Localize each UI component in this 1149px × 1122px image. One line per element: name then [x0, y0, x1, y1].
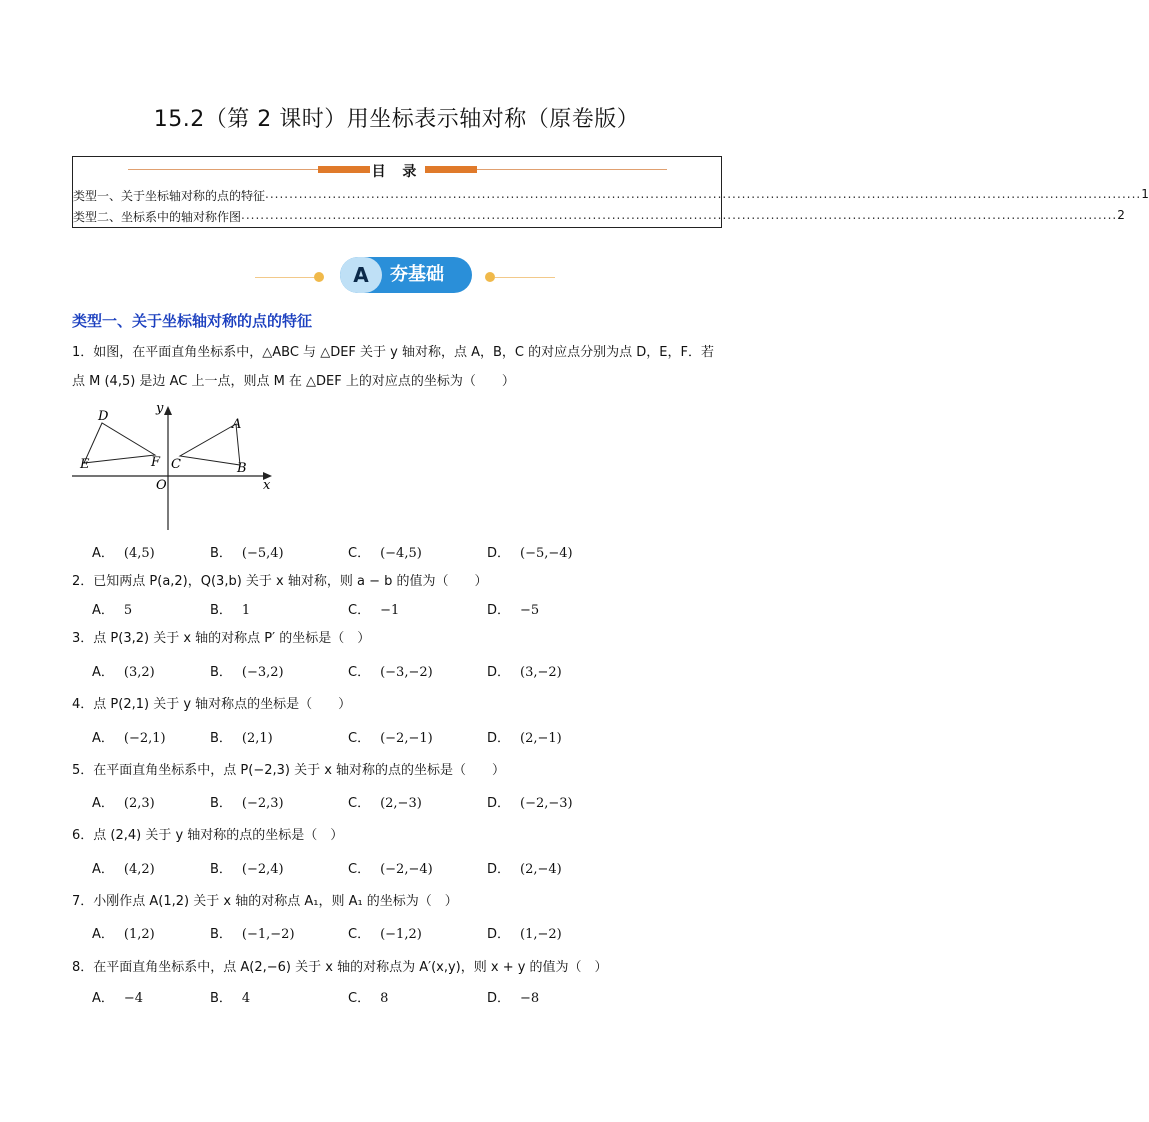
page-title: 15.2（第 2 课时）用坐标表示轴对称（原卷版）: [153, 107, 640, 132]
badge-line-left: [255, 277, 315, 278]
option-c[interactable]: C． (−2,−4): [348, 862, 433, 877]
question-6-stem: 6．点 (2,4) 关于 y 轴对称的点的坐标是（ ）: [72, 828, 344, 843]
label-o: O: [156, 478, 167, 493]
question-7-options: [92, 923, 732, 941]
question-8-stem: 8．在平面直角坐标系中，点 A(2,−6) 关于 x 轴的对称点为 A′(x,y)，则 x + y 的值为（ ）: [72, 960, 608, 975]
coordinate-figure: [70, 398, 280, 533]
option-d[interactable]: D． (1,−2): [487, 927, 562, 942]
question-2-stem: 2．已知两点 P(a,2)，Q(3,b) 关于 x 轴对称，则 a − b 的值为（ ）: [72, 574, 488, 589]
option-c[interactable]: C． −1: [348, 603, 400, 618]
question-1-options: [92, 542, 732, 560]
option-d[interactable]: D． (3,−2): [487, 665, 562, 680]
question-8-options: [92, 987, 732, 1005]
option-a[interactable]: A． (3,2): [92, 665, 155, 680]
question-5-options: [92, 792, 732, 810]
option-a[interactable]: A． (−2,1): [92, 731, 166, 746]
option-c[interactable]: C． (−3,−2): [348, 665, 433, 680]
toc-entry-page: 2: [1117, 208, 1125, 222]
option-a[interactable]: A． (4,2): [92, 862, 155, 877]
option-c[interactable]: C． (−1,2): [348, 927, 422, 942]
option-b[interactable]: B． (−1,−2): [210, 927, 295, 942]
question-6-options: [92, 858, 732, 876]
toc-entry[interactable]: [73, 208, 1125, 224]
y-axis-arrow: [164, 406, 172, 415]
question-4-options: [92, 727, 732, 745]
option-c[interactable]: C． 8: [348, 991, 389, 1006]
option-b[interactable]: B． (−2,4): [210, 862, 284, 877]
toc-entry-page: 1: [1141, 187, 1149, 201]
option-d[interactable]: D． −8: [487, 991, 540, 1006]
question-1-stem-line2: 点 M (4,5) 是边 AC 上一点，则点 M 在 △DEF 上的对应点的坐标为（ ）: [72, 374, 515, 389]
toc-entry-label: 类型二、坐标系中的轴对称作图: [73, 210, 242, 224]
toc-leader: ......................................................................................................................................................................................: [241, 208, 1118, 222]
label-x: x: [263, 478, 271, 493]
table-of-contents: [72, 156, 1149, 228]
option-b[interactable]: B． 4: [210, 991, 251, 1006]
toc-heading: 目 录: [371, 164, 423, 180]
toc-leader: ......................................................................................................................................................................................: [265, 187, 1142, 201]
option-a[interactable]: A． (1,2): [92, 927, 155, 942]
option-d[interactable]: D． (−2,−3): [487, 796, 573, 811]
label-f: F: [151, 455, 161, 470]
label-a: A: [232, 417, 242, 432]
option-d[interactable]: D． (2,−4): [487, 862, 562, 877]
question-5-stem: 5．在平面直角坐标系中，点 P(−2,3) 关于 x 轴对称的点的坐标是（ ）: [72, 763, 506, 778]
toc-header: [73, 160, 721, 178]
question-1-stem: 1．如图，在平面直角坐标系中，△ABC 与 △DEF 关于 y 轴对称，点 A，B，C 的对应点分别为点 D，E，F．若: [72, 345, 714, 360]
badge-letter: A: [340, 257, 382, 293]
section-heading: 类型一、关于坐标轴对称的点的特征: [72, 312, 313, 330]
label-c: C: [171, 457, 181, 472]
option-c[interactable]: C． (−2,−1): [348, 731, 433, 746]
option-c[interactable]: C． (2,−3): [348, 796, 422, 811]
option-d[interactable]: D． (−5,−4): [487, 546, 573, 561]
question-2-options: [92, 599, 732, 617]
label-b: B: [237, 461, 247, 476]
label-y: y: [156, 401, 164, 416]
badge-dot-left: [314, 272, 324, 282]
option-a[interactable]: A． (2,3): [92, 796, 155, 811]
option-b[interactable]: B． (−2,3): [210, 796, 284, 811]
option-a[interactable]: A． −4: [92, 991, 144, 1006]
question-4-stem: 4．点 P(2,1) 关于 y 轴对称点的坐标是（ ）: [72, 697, 352, 712]
option-d[interactable]: D． −5: [487, 603, 540, 618]
option-b[interactable]: B． (2,1): [210, 731, 273, 746]
badge-line-right: [495, 277, 555, 278]
badge-text: 夯基础: [390, 264, 444, 285]
triangle-abc: [180, 424, 240, 465]
option-d[interactable]: D． (2,−1): [487, 731, 562, 746]
toc-entry[interactable]: [73, 187, 1149, 203]
option-b[interactable]: B． (−5,4): [210, 546, 284, 561]
option-a[interactable]: A． 5: [92, 603, 133, 618]
option-b[interactable]: B． 1: [210, 603, 251, 618]
question-7-stem: 7．小刚作点 A(1,2) 关于 x 轴的对称点 A₁，则 A₁ 的坐标为（ ）: [72, 894, 458, 909]
triangle-def: [84, 423, 155, 463]
option-c[interactable]: C． (−4,5): [348, 546, 422, 561]
toc-entry-label: 类型一、关于坐标轴对称的点的特征: [73, 189, 266, 203]
badge-dot-right: [485, 272, 495, 282]
question-3-options: [92, 661, 732, 679]
option-a[interactable]: A． (4,5): [92, 546, 155, 561]
label-e: E: [80, 457, 90, 472]
option-b[interactable]: B． (−3,2): [210, 665, 284, 680]
section-badge: [340, 257, 472, 293]
label-d: D: [98, 409, 109, 424]
question-3-stem: 3．点 P(3,2) 关于 x 轴的对称点 P′ 的坐标是（ ）: [72, 631, 371, 646]
